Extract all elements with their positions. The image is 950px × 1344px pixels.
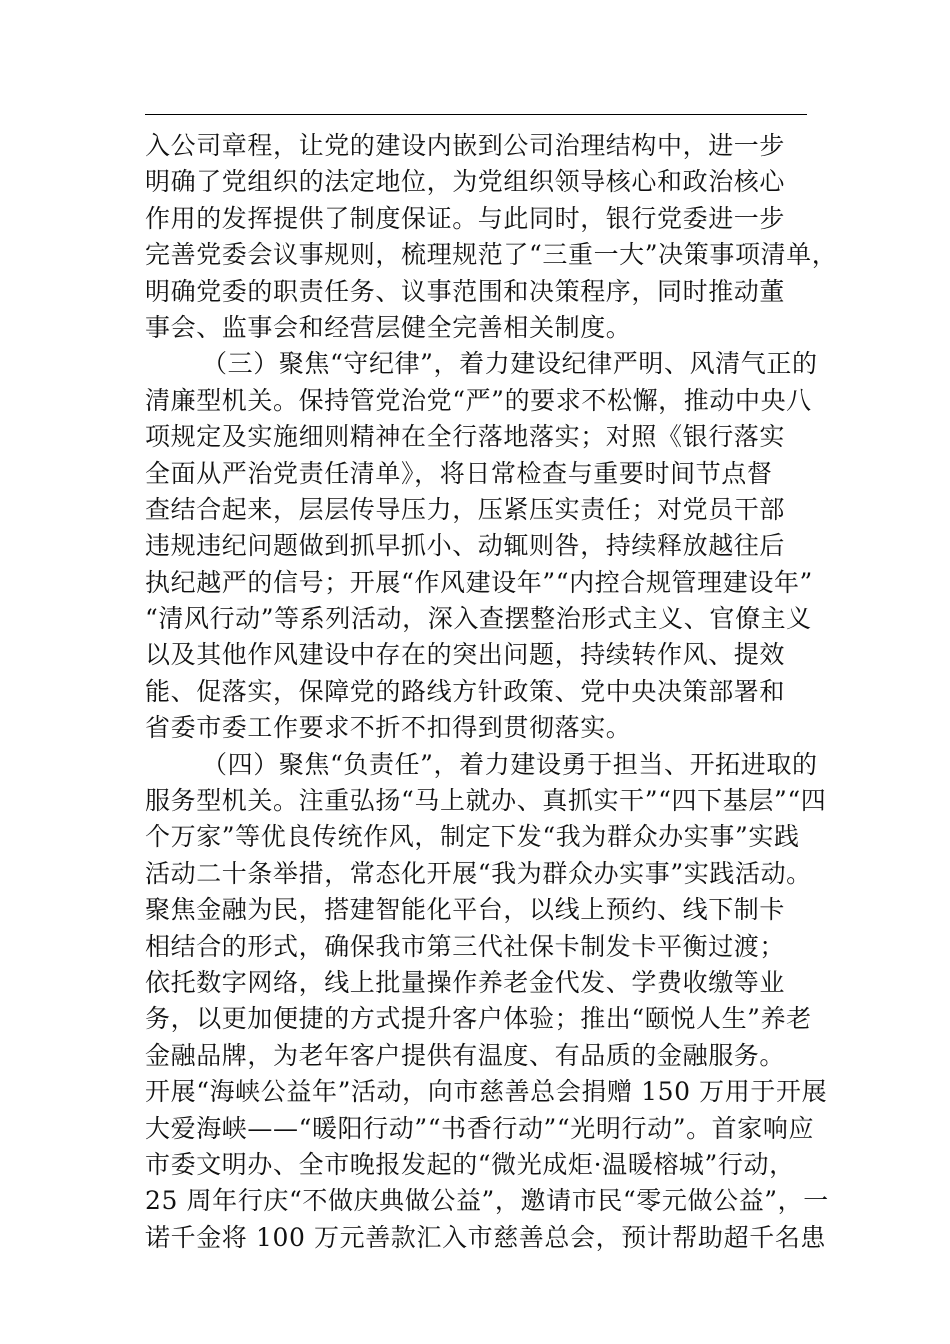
text-line: 违规违纪问题做到抓早抓小、动辄则咎，持续释放越往后 bbox=[145, 531, 786, 561]
body-text bbox=[145, 128, 845, 1256]
text-line: 查结合起来，层层传导压力，压紧压实责任；对党员干部 bbox=[145, 494, 786, 524]
text-line: 入公司章程，让党的建设内嵌到公司治理结构中，进一步 bbox=[145, 131, 786, 160]
text-line: 事会、监事会和经营层健全完善相关制度。 bbox=[145, 312, 632, 342]
text-line: 活动二十条举措，常态化开展“我为群众办实事”实践活动。 bbox=[145, 858, 812, 888]
text-line: 市委文明办、全市晚报发起的“微光成炬·温暖榕城”行动， bbox=[145, 1149, 795, 1179]
text-line: 明确党委的职责任务、议事范围和决策程序，同时推动董 bbox=[145, 276, 786, 306]
text-line: 执纪越严的信号；开展“作风建设年”“内控合规管理建设年” bbox=[145, 567, 813, 597]
text-line: 金融品牌，为老年客户提供有温度、有品质的金融服务。 bbox=[145, 1040, 786, 1070]
text-line: 依托数字网络，线上批量操作养老金代发、学费收缴等业 bbox=[145, 967, 786, 997]
section-4-heading-line: （四）聚焦“负责任”，着力建设勇于担当、开拓进取的 bbox=[202, 749, 818, 779]
text-line: 明确了党组织的法定地位，为党组织领导核心和政治核心 bbox=[145, 167, 786, 197]
text-line: 作用的发挥提供了制度保证。与此同时，银行党委进一步 bbox=[145, 203, 786, 233]
text-line: 以及其他作风建设中存在的突出问题，持续转作风、提效 bbox=[145, 640, 786, 670]
header-rule bbox=[145, 114, 807, 115]
text-line: 聚焦金融为民，搭建智能化平台，以线上预约、线下制卡 bbox=[145, 895, 786, 925]
text-line: 开展“海峡公益年”活动，向市慈善总会捐赠 150 万用于开展 bbox=[145, 1077, 828, 1107]
section-3-heading-line: （三）聚焦“守纪律”，着力建设纪律严明、风清气正的 bbox=[202, 349, 818, 379]
text-line: 25 周年行庆“不做庆典做公益”，邀请市民“零元做公益”，一 bbox=[145, 1186, 829, 1216]
text-line: “清风行动”等系列活动，深入查摆整治形式主义、官僚主义 bbox=[145, 604, 812, 634]
text-line: 相结合的形式，确保我市第三代社保卡制发卡平衡过渡； bbox=[145, 931, 786, 961]
text-line: 个万家”等优良传统作风，制定下发“我为群众办实事”实践 bbox=[145, 822, 800, 852]
text-line: 项规定及实施细则精神在全行落地落实；对照《银行落实 bbox=[145, 422, 786, 452]
text-line: 完善党委会议事规则，梳理规范了“三重一大”决策事项清单， bbox=[145, 240, 838, 270]
text-line: 大爱海峡——“暖阳行动”“书香行动”“光明行动”。首家响应 bbox=[145, 1113, 815, 1143]
text-line: 省委市委工作要求不折不扣得到贯彻落实。 bbox=[145, 713, 632, 743]
text-line: 能、促落实，保障党的路线方针政策、党中央决策部署和 bbox=[145, 676, 786, 706]
text-line: 诺千金将 100 万元善款汇入市慈善总会，预计帮助超千名患 bbox=[145, 1222, 827, 1252]
text-line: 务，以更加便捷的方式提升客户体验；推出“颐悦人生”养老 bbox=[145, 1004, 812, 1034]
text-line: 全面从严治党责任清单》，将日常检查与重要时间节点督 bbox=[145, 458, 773, 488]
text-line: 清廉型机关。保持管党治党“严”的要求不松懈，推动中央八 bbox=[145, 385, 812, 415]
text-line: 服务型机关。注重弘扬“马上就办、真抓实干”“四下基层”“四 bbox=[145, 786, 827, 816]
